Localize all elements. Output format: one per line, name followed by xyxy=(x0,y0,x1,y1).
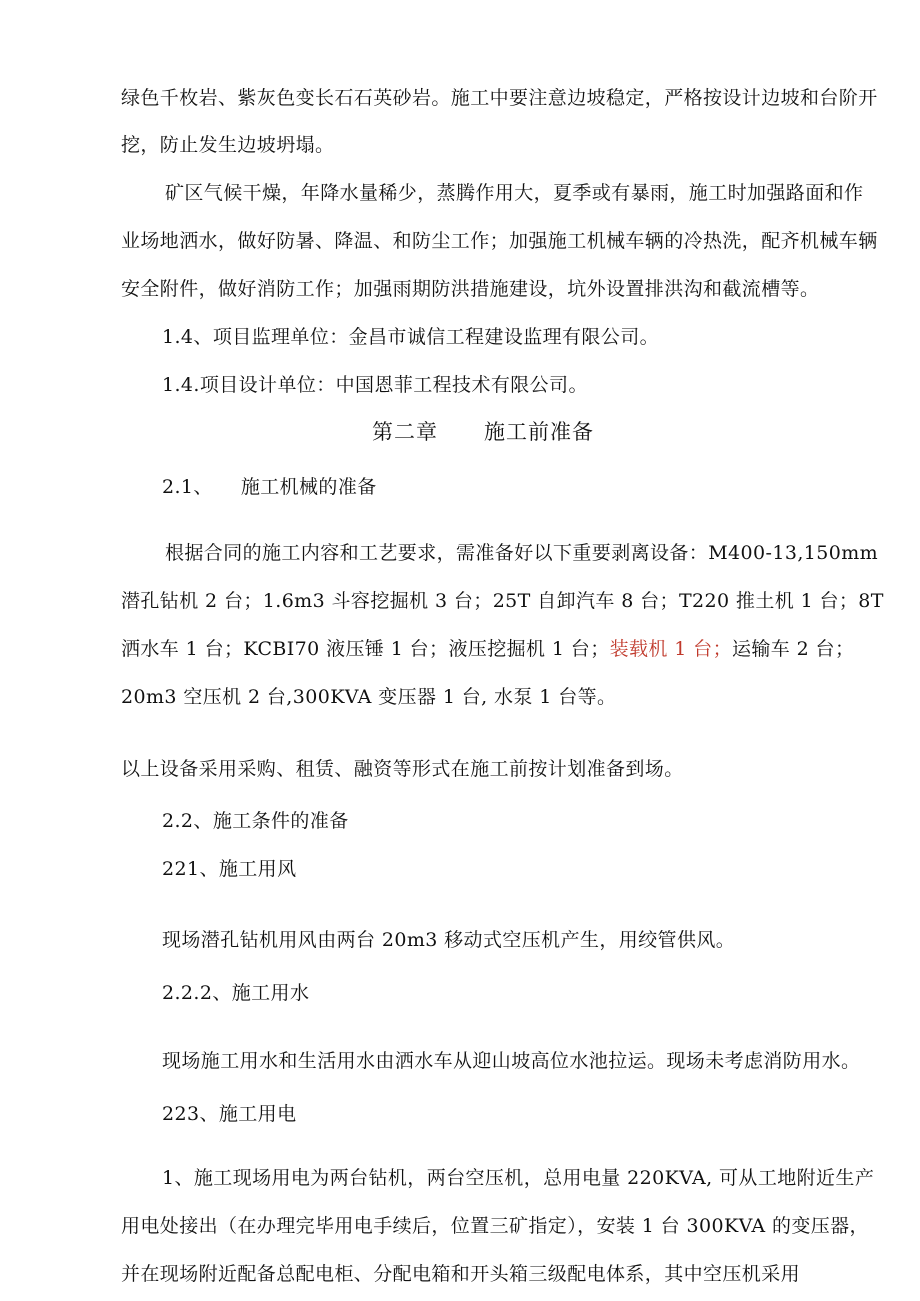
section-2-1-title: 施工机械的准备 xyxy=(240,476,377,498)
section-2-1-heading xyxy=(162,475,377,499)
equipment-line-2: 潜孔钻机 2 台；1.6m3 斗容挖掘机 3 台；25T 自卸汽车 8 台；T220 推土机 1 台；8T xyxy=(121,590,884,612)
section-2-2-2-heading: 2.2.2、施工用水 xyxy=(162,982,310,1004)
power-line-2: 用电处接出（在办理完毕用电手续后，位置三矿指定），安装 1 台 300KVA 的变压器， xyxy=(121,1215,869,1237)
chapter-heading xyxy=(372,420,594,444)
section-2-2-heading: 2.2、施工条件的准备 xyxy=(162,810,349,832)
equipment-line-1: 根据合同的施工内容和工艺要求，需准备好以下重要剥离设备：M400-13,150mm xyxy=(165,542,879,564)
equipment-line-3 xyxy=(121,637,854,661)
equipment-line-4: 20m3 空压机 2 台,300KVA 变压器 1 台, 水泵 1 台等。 xyxy=(121,686,617,708)
geology-line-1: 绿色千枚岩、紫灰色变长石石英砂岩。施工中要注意边坡稳定，严格按设计边坡和台阶开 xyxy=(121,87,878,109)
loader-highlight: 装载机 1 台； xyxy=(609,638,732,660)
equipment-line-3-end: 运输车 2 台； xyxy=(731,638,855,660)
water-supply-text: 现场施工用水和生活用水由洒水车从迎山坡高位水池拉运。现场未考虑消防用水。 xyxy=(162,1050,861,1072)
section-2-1-number: 2.1、 xyxy=(162,476,213,498)
power-line-3: 并在现场附近配备总配电柜、分配电箱和开头箱三级配电体系，其中空压机采用 xyxy=(121,1263,801,1285)
equipment-line-3-start: 洒水车 1 台；KCBI70 液压锤 1 台；液压挖掘机 1 台； xyxy=(121,638,610,660)
wind-supply-text: 现场潜孔钻机用风由两台 20m3 移动式空压机产生，用绞管供风。 xyxy=(162,929,736,951)
supervision-unit: 1.4、项目监理单位：金昌市诚信工程建设监理有限公司。 xyxy=(162,326,660,348)
section-2-2-1-heading: 221、施工用风 xyxy=(162,858,297,880)
section-2-2-3-heading: 223、施工用电 xyxy=(162,1103,297,1125)
climate-line-2: 业场地洒水，做好防暑、降温、和防尘工作；加强施工机械车辆的冷热洗，配齐机械车辆 xyxy=(121,230,878,252)
climate-line-3: 安全附件，做好消防工作；加强雨期防洪措施建设，坑外设置排洪沟和截流槽等。 xyxy=(121,278,820,300)
chapter-number: 第二章 xyxy=(372,420,438,444)
power-line-1: 1、施工现场用电为两台钻机，两台空压机，总用电量 220KVA, 可从工地附近生产 xyxy=(162,1167,875,1189)
geology-line-2: 挖，防止发生边坡坍塌。 xyxy=(121,134,335,156)
equipment-procurement: 以上设备采用采购、租赁、融资等形式在施工前按计划准备到场。 xyxy=(121,758,684,780)
chapter-title: 施工前准备 xyxy=(484,420,594,444)
climate-line-1: 矿区气候干燥，年降水量稀少，蒸腾作用大，夏季或有暴雨，施工时加强路面和作 xyxy=(165,182,864,204)
design-unit: 1.4.项目设计单位：中国恩菲工程技术有限公司。 xyxy=(162,374,588,396)
